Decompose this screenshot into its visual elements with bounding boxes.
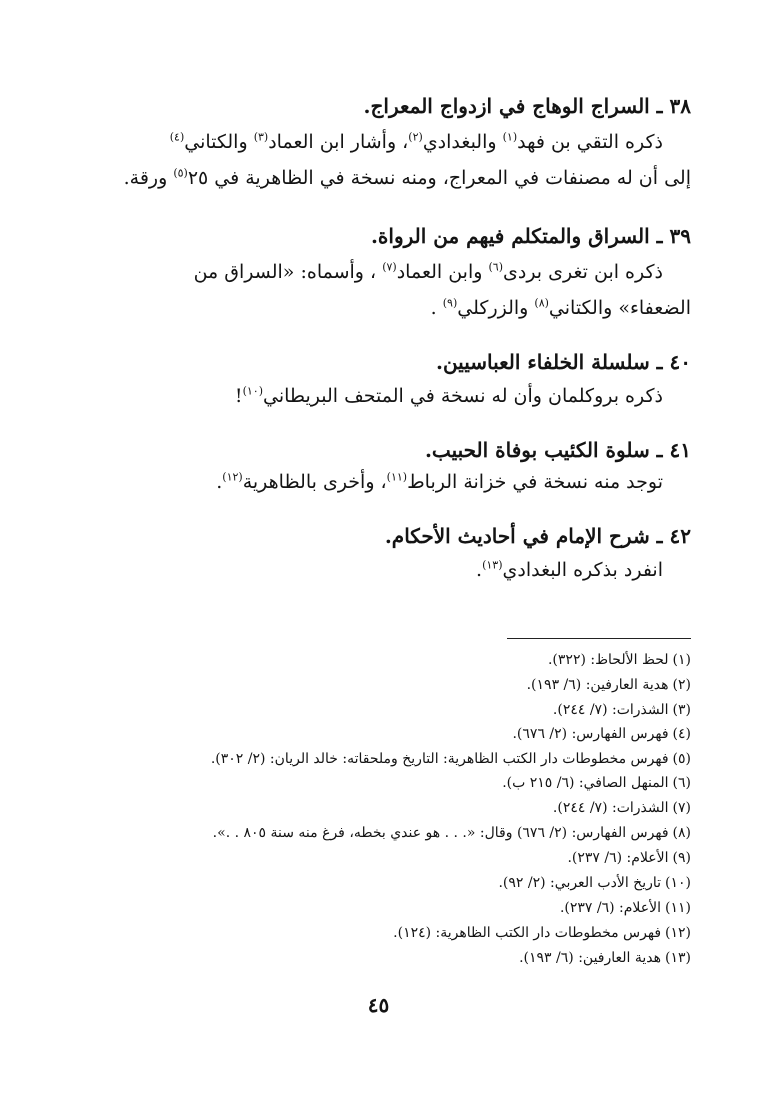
footnote-8: (٨)فهرس الفهارس: (٢/ ٦٧٦) وقال: «. . . هو عندي بخطه، فرغ منه سنة ٨٠٥ . .». [212, 825, 691, 841]
entry-42-heading: ٤٢ ـ شرح الإمام في أحاديث الأحكام. [384, 524, 691, 548]
entry-42-line-1: انفرد بذكره البغدادي$^{(١٣)}$. [476, 558, 663, 581]
footnote-3: (٣)الشذرات: (٧/ ٢٤٤). [552, 702, 691, 718]
entry-39-line-2: الضعفاء» والكتاني$^{(٨)}$ والزركلي$^{(٩)}$ . [430, 296, 691, 319]
footnote-10: (١٠)تاريخ الأدب العربي: (٢/ ٩٢). [498, 875, 691, 891]
footnote-5: (٥)فهرس مخطوطات دار الكتب الظاهرية: التاريخ وملحقاته: خالد الريان: (٢/ ٣٠٢). [210, 751, 691, 767]
footnote-4: (٤)فهرس الفهارس: (٢/ ٦٧٦). [512, 726, 691, 742]
entry-39-line-1: ذكره ابن تغرى بردى$^{(٦)}$ وابن العماد$^{(٧)}$ ، وأسماه: «السراق من [193, 260, 663, 283]
footnote-6: (٦)المنهل الصافي: (٦/ ٢١٥ ب). [502, 775, 691, 791]
footnote-7: (٧)الشذرات: (٧/ ٢٤٤). [552, 800, 691, 816]
footnote-9: (٩)الأعلام: (٦/ ٢٣٧). [567, 850, 691, 866]
entry-38-line-1: ذكره التقي بن فهد$^{(١)}$ والبغدادي$^{(٢)}$، وأشار ابن العماد$^{(٣)}$ والكتاني$^{(٤)}$ [169, 130, 663, 153]
entry-39-heading: ٣٩ ـ السراق والمتكلم فيهم من الرواة. [370, 224, 691, 248]
footnote-1: (١)لحظ الألحاظ: (٣٢٢). [547, 652, 691, 668]
footnote-13: (١٣)هدية العارفين: (٦/ ١٩٣). [519, 950, 691, 966]
footnote-11: (١١)الأعلام: (٦/ ٢٣٧). [559, 900, 691, 916]
page-number: ٤٥ [367, 993, 390, 1017]
entry-40-line-1: ذكره بروكلمان وأن له نسخة في المتحف البريطاني$^{(١٠)}$! [234, 384, 663, 407]
footnote-2: (٢)هدية العارفين: (٦/ ١٩٣). [526, 677, 691, 693]
entry-38-heading: ٣٨ ـ السراج الوهاج في ازدواج المعراج. [363, 94, 691, 118]
entry-40-heading: ٤٠ ـ سلسلة الخلفاء العباسيين. [435, 350, 691, 374]
entry-38-line-2: إلى أن له مصنفات في المعراج، ومنه نسخة في الظاهرية في ٢٥$^{(٥)}$ ورقة. [123, 166, 691, 189]
footnote-separator [507, 638, 691, 639]
entry-41-heading: ٤١ ـ سلوة الكئيب بوفاة الحبيب. [424, 438, 691, 462]
footnote-12: (١٢)فهرس مخطوطات دار الكتب الظاهرية: (١٢٤). [393, 925, 691, 941]
entry-41-line-1: توجد منه نسخة في خزانة الرباط$^{(١١)}$، وأخرى بالظاهرية$^{(١٢)}$. [216, 470, 663, 493]
